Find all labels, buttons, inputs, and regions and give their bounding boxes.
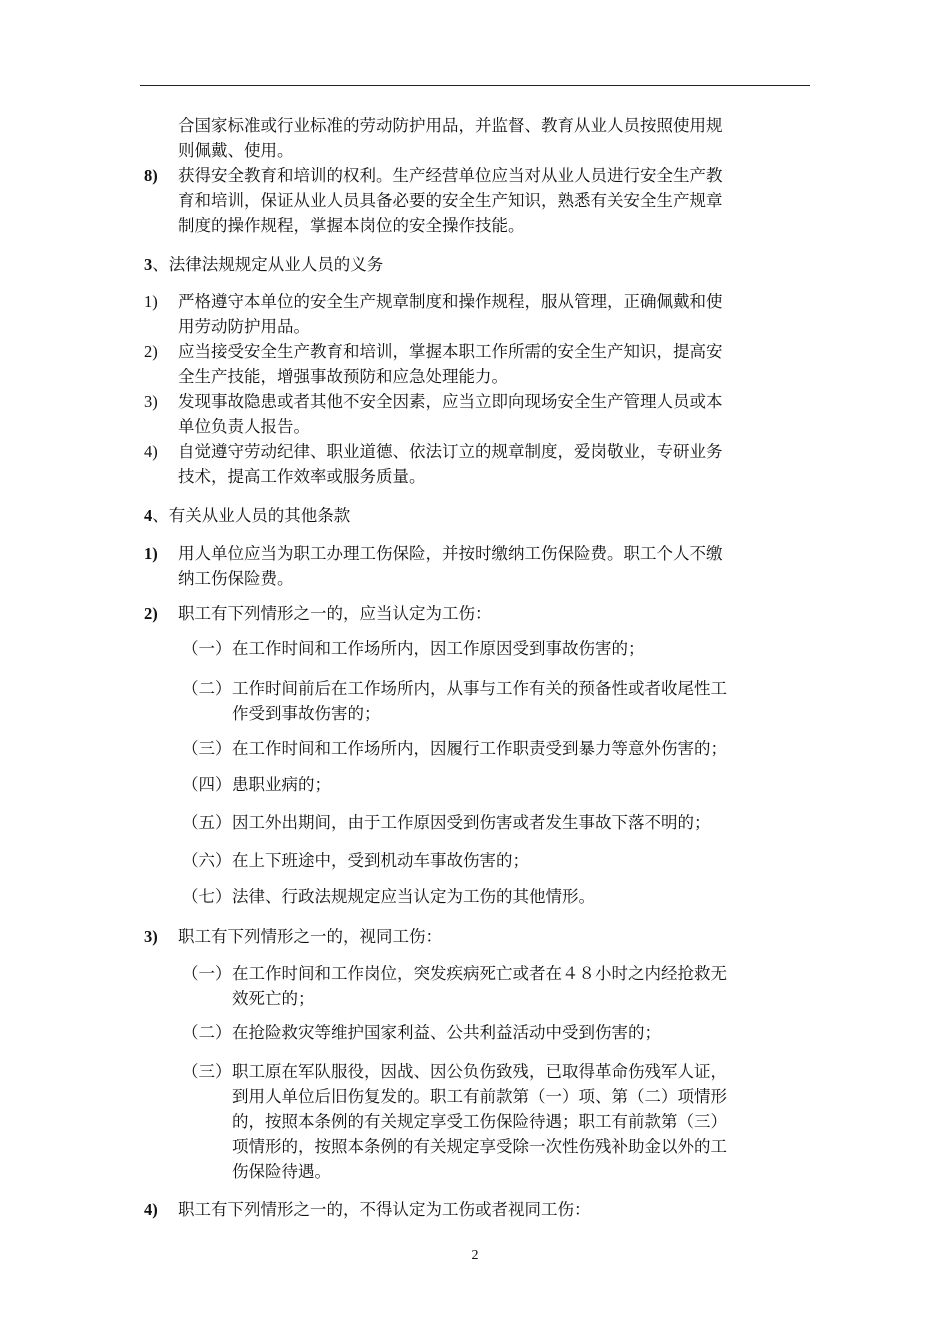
s4-item3-sub3-mark: （三） xyxy=(182,1062,232,1081)
s4-item2-sub5-line-1: 因工外出期间，由于工作原因受到伤害或者发生事故下落不明的； xyxy=(232,813,711,832)
s4-item3-sub1-line-1: 在工作时间和工作岗位，突发疾病死亡或者在４８小时之内经抢救无 xyxy=(232,964,727,983)
s4-item2-number: 2) xyxy=(144,604,158,623)
s4-item2-sub1-line-1: 在工作时间和工作场所内，因工作原因受到事故伤害的； xyxy=(232,639,645,658)
s3-item1-number: 1) xyxy=(144,292,158,311)
section4-heading xyxy=(144,504,350,528)
s4-item2-sub3-mark: （三） xyxy=(182,739,232,758)
s4-item2-sub7-line-1: 法律、行政法规规定应当认定为工伤的其他情形。 xyxy=(232,887,595,906)
s4-item2-sub5-mark: （五） xyxy=(182,813,232,832)
s4-item2-line-1: 职工有下列情形之一的，应当认定为工伤： xyxy=(178,604,492,623)
header-rule xyxy=(140,85,810,86)
item8-number: 8) xyxy=(144,166,158,185)
section4-title: 、有关从业人员的其他条款 xyxy=(152,506,351,525)
s4-item2-sub2-line-1: 工作时间前后在工作场所内，从事与工作有关的预备性或者收尾性工 xyxy=(232,679,727,698)
section4-number: 4 xyxy=(144,506,153,525)
s3-item2-number: 2) xyxy=(144,342,158,361)
item8-line-1: 获得安全教育和培训的权利。生产经营单位应当对从业人员进行安全生产教 xyxy=(178,166,723,185)
s4-item3-sub2-mark: （二） xyxy=(182,1023,232,1042)
s4-item3-sub1-mark: （一） xyxy=(182,964,232,983)
page-number: 2 xyxy=(471,1248,479,1263)
s4-item3-sub3-line-5: 伤保险待遇。 xyxy=(232,1162,331,1181)
s3-item3-line-1: 发现事故隐患或者其他不安全因素，应当立即向现场安全生产管理人员或本 xyxy=(178,392,723,411)
s4-item3-sub3-line-2: 到用人单位后旧伤复发的。职工有前款第（一）项、第（二）项情形 xyxy=(232,1087,727,1106)
s4-item4-line-1: 职工有下列情形之一的，不得认定为工伤或者视同工伤： xyxy=(178,1200,591,1219)
s4-item3-sub1-line-2: 效死亡的； xyxy=(232,989,315,1008)
s3-item1-line-1: 严格遵守本单位的安全生产规章制度和操作规程，服从管理，正确佩戴和使 xyxy=(178,292,723,311)
s4-item1-line-1: 用人单位应当为职工办理工伤保险，并按时缴纳工伤保险费。职工个人不缴 xyxy=(178,544,723,563)
s4-item2-sub4-line-1: 患职业病的； xyxy=(232,775,331,794)
item7-line-2: 则佩戴、使用。 xyxy=(178,141,294,160)
section3-title: 、法律法规规定从业人员的义务 xyxy=(152,255,384,274)
s4-item3-number: 3) xyxy=(144,927,158,946)
s3-item3-number: 3) xyxy=(144,392,158,411)
item8-line-2: 育和培训，保证从业人员具备必要的安全生产知识，熟悉有关安全生产规章 xyxy=(178,191,723,210)
s4-item1-line-2: 纳工伤保险费。 xyxy=(178,569,294,588)
s4-item1-number: 1) xyxy=(144,544,158,563)
s4-item3-sub3-line-3: 的，按照本条例的有关规定享受工伤保险待遇；职工有前款第（三） xyxy=(232,1112,727,1131)
s4-item2-sub4-mark: （四） xyxy=(182,775,232,794)
s3-item1-line-2: 用劳动防护用品。 xyxy=(178,317,310,336)
s4-item2-sub7-mark: （七） xyxy=(182,887,232,906)
s4-item3-sub3-line-4: 项情形的，按照本条例的有关规定享受除一次性伤残补助金以外的工 xyxy=(232,1137,727,1156)
section3-heading xyxy=(144,253,383,277)
s3-item4-line-1: 自觉遵守劳动纪律、职业道德、依法订立的规章制度，爱岗敬业，专研业务 xyxy=(178,442,723,461)
s3-item2-line-2: 全生产技能，增强事故预防和应急处理能力。 xyxy=(178,367,508,386)
s4-item3-line-1: 职工有下列情形之一的，视同工伤： xyxy=(178,927,442,946)
section3-number: 3 xyxy=(144,255,153,274)
s3-item3-line-2: 单位负责人报告。 xyxy=(178,417,310,436)
s4-item4-number: 4) xyxy=(144,1200,158,1219)
s4-item2-sub2-line-2: 作受到事故伤害的； xyxy=(232,704,381,723)
item7-line-1: 合国家标准或行业标准的劳动防护用品，并监督、教育从业人员按照使用规 xyxy=(178,116,723,135)
s3-item4-number: 4) xyxy=(144,442,158,461)
s3-item2-line-1: 应当接受安全生产教育和培训，掌握本职工作所需的安全生产知识，提高安 xyxy=(178,342,723,361)
s4-item2-sub1-mark: （一） xyxy=(182,639,232,658)
s4-item2-sub3-line-1: 在工作时间和工作场所内，因履行工作职责受到暴力等意外伤害的； xyxy=(232,739,727,758)
s3-item4-line-2: 技术，提高工作效率或服务质量。 xyxy=(178,467,426,486)
s4-item3-sub2-line-1: 在抢险救灾等维护国家利益、公共利益活动中受到伤害的； xyxy=(232,1023,661,1042)
item8-line-3: 制度的操作规程，掌握本岗位的安全操作技能。 xyxy=(178,216,525,235)
s4-item2-sub6-mark: （六） xyxy=(182,851,232,870)
s4-item2-sub6-line-1: 在上下班途中，受到机动车事故伤害的； xyxy=(232,851,529,870)
s4-item2-sub2-mark: （二） xyxy=(182,679,232,698)
s4-item3-sub3-line-1: 职工原在军队服役，因战、因公负伤致残，已取得革命伤残军人证， xyxy=(232,1062,727,1081)
